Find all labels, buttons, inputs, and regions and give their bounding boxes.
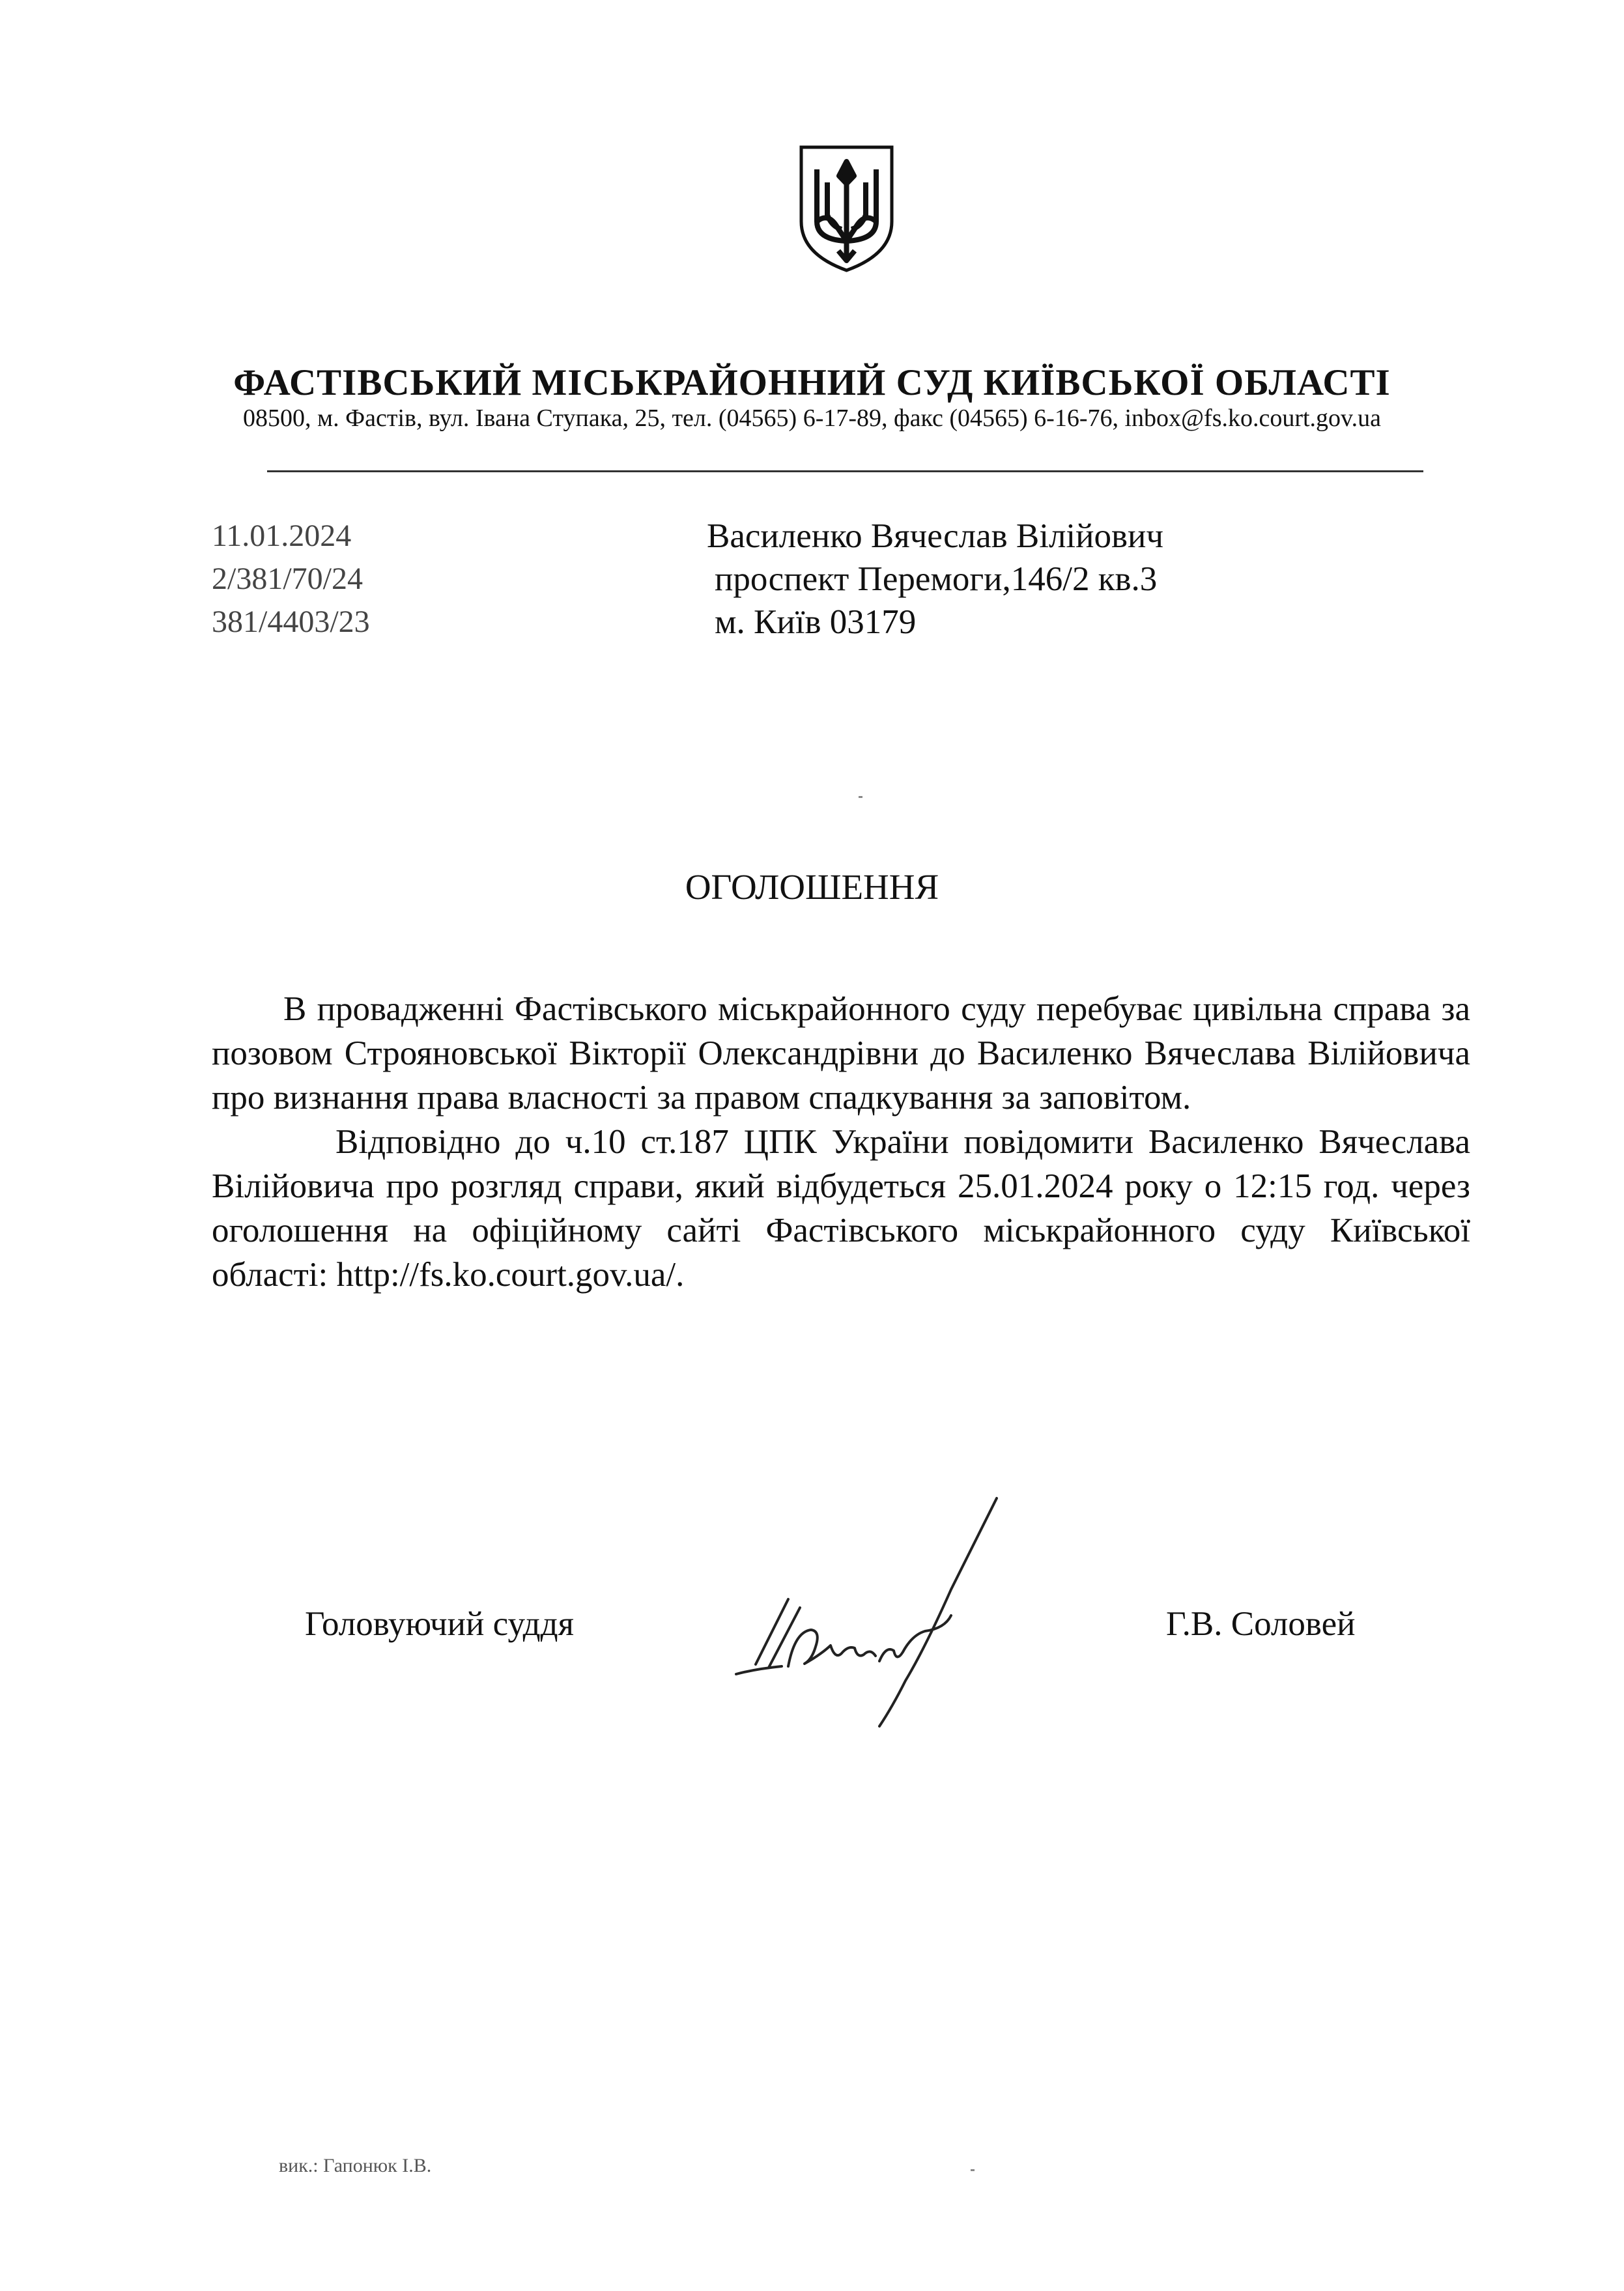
handwritten-signature bbox=[691, 1492, 1029, 1746]
recipient-street: проспект Перемоги,146/2 кв.3 bbox=[715, 560, 1158, 598]
outgoing-number: 2/381/70/24 bbox=[212, 562, 363, 596]
document-meta bbox=[212, 515, 370, 644]
body-paragraph: Відповідно до ч.10 ст.187 ЦПК України повідомити Василенко Вячеслава Вілійовича про розгляд справи, який відбудеться 25.01.2024 року о 12:15 год. через оголошення на офіційному сайті Фастівського міськрайонного суду Київської області: http://fs.ko.court.gov.ua/. bbox=[212, 1123, 1470, 1294]
recipient-city: м. Київ 03179 bbox=[715, 603, 917, 641]
executor-note: вик.: Гапонюк І.В. bbox=[279, 2155, 432, 2176]
recipient-block bbox=[707, 515, 1163, 644]
court-name: ФАСТІВСЬКИЙ МІСЬКРАЙОННИЙ СУД КИЇВСЬКОЇ ОБЛАСТІ bbox=[233, 362, 1391, 403]
judge-role: Головуючий суддя bbox=[305, 1605, 574, 1643]
recipient-name: Василенко Вячеслав Вілійович bbox=[707, 517, 1164, 555]
case-number: 381/4403/23 bbox=[212, 605, 370, 639]
document-heading: ОГОЛОШЕННЯ bbox=[685, 867, 939, 907]
court-address: 08500, м. Фастів, вул. Івана Ступака, 25, тел. (04565) 6-17-89, факс (04565) 6-16-76, inbox@fs.ko.court.gov.ua bbox=[243, 405, 1381, 432]
document-date: 11.01.2024 bbox=[212, 519, 352, 553]
announcement-body bbox=[212, 987, 1470, 1297]
scan-speck bbox=[859, 796, 862, 798]
header-divider bbox=[267, 470, 1423, 472]
body-paragraph: В провадженні Фастівського міськрайонного суду перебуває цивільна справа за позовом Строяновської Вікторії Олександрівни до Василенко Вячеслава Вілійовича про визнання права власності за правом спадкування за заповітом. bbox=[212, 990, 1470, 1117]
judge-name: Г.В. Соловей bbox=[1166, 1605, 1356, 1643]
scan-speck bbox=[971, 2169, 975, 2171]
trident-emblem-icon bbox=[796, 143, 897, 274]
